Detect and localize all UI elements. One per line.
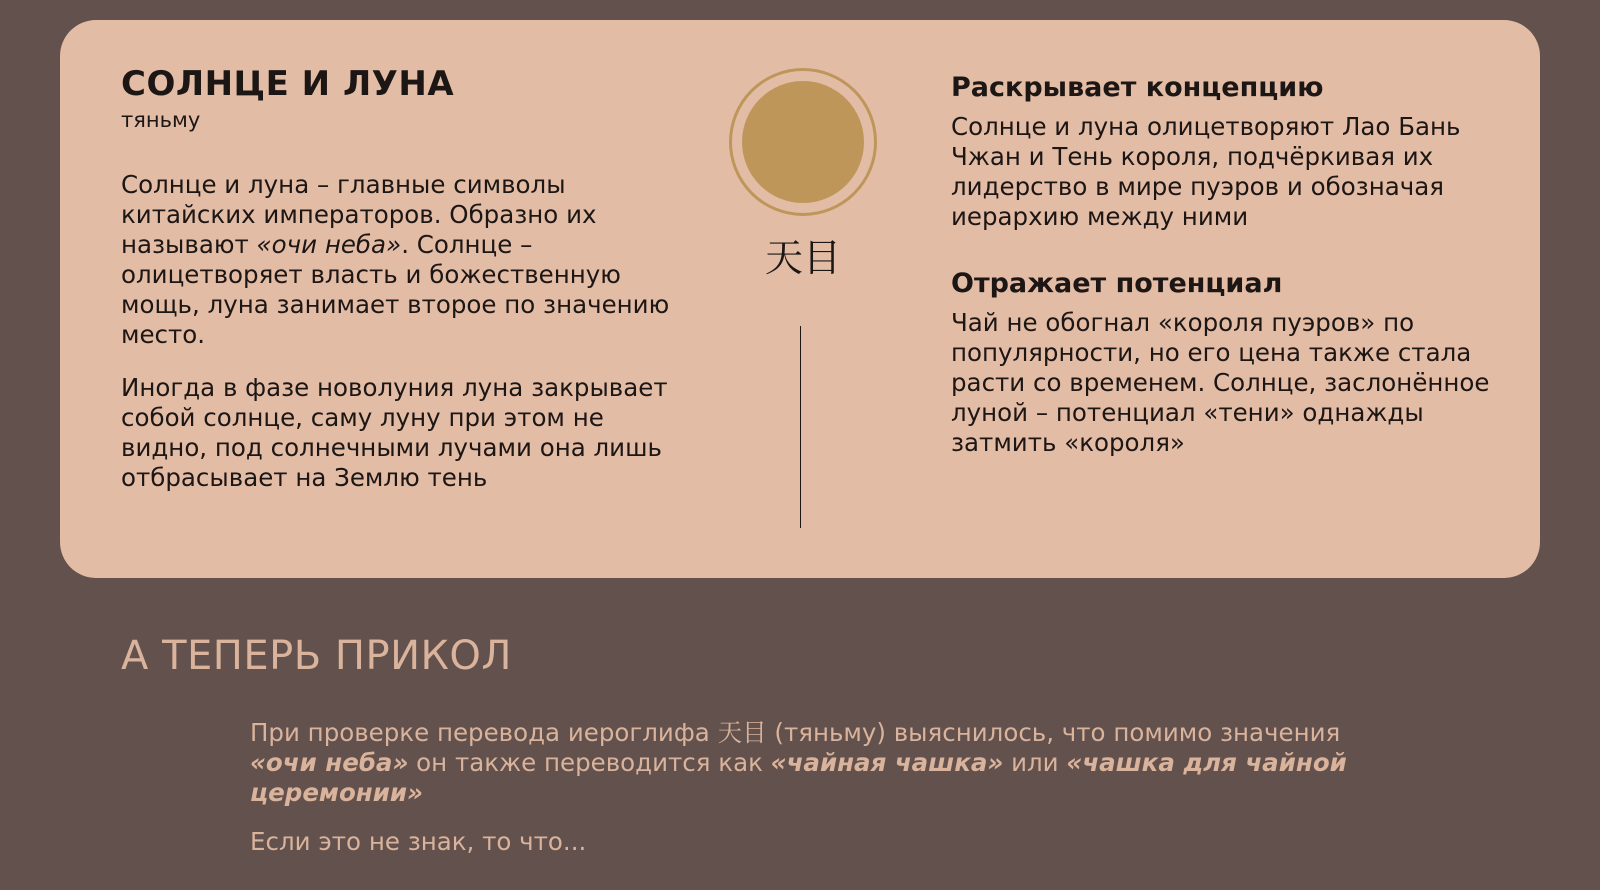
card-left-column <box>121 62 681 493</box>
note-emphasis-2: «чайная чашка» <box>770 748 1004 777</box>
sun-core <box>742 81 864 203</box>
card-center-column <box>724 68 882 282</box>
symbol-description-part-1: Солнце и луна – главные символы китайских императоров. Образно их называют <box>121 170 597 259</box>
card-title: СОЛНЦЕ И ЛУНА <box>121 64 455 104</box>
joke-note <box>250 718 1360 857</box>
vertical-divider <box>800 326 801 528</box>
note-part-3: или <box>1003 748 1067 777</box>
eclipse-description: Иногда в фазе новолуния луна закрывает собой солнце, саму луну при этом не видно, под солнечными лучами она лишь отбрасывает на Землю тень <box>121 373 668 492</box>
info-card <box>60 20 1540 578</box>
card-right-column <box>951 70 1511 458</box>
potential-text: Чай не обогнал «короля пуэров» по популярности, но его цена также стала расти со временем. Солнце, заслонённое луной – потенциал «тени» однажды затмить «короля» <box>951 308 1490 457</box>
joke-section-title: А ТЕПЕРЬ ПРИКОЛ <box>121 633 512 679</box>
note-part-1: При проверке перевода иероглифа 天目 (тяньму) выяснилось, что помимо значения <box>250 718 1341 747</box>
note-ending: Если это не знак, то что... <box>250 827 587 856</box>
translation-note <box>250 718 1360 808</box>
symbol-description-part-2: . Солнце – олицетворяет власть и божественную мощь, луна занимает второе по значению место. <box>121 230 670 349</box>
note-part-2: он также переводится как <box>408 748 771 777</box>
concept-text: Солнце и луна олицетворяют Лао Бань Чжан и Тень короля, подчёркивая их лидерство в мире пуэров и обозначая иерархию между ними <box>951 112 1461 231</box>
potential-heading: Отражает потенциал <box>951 268 1283 299</box>
hieroglyph: 天目 <box>764 236 841 280</box>
note-emphasis-3: «чашка для чайной церемонии» <box>250 748 1347 807</box>
sun-icon <box>729 68 877 216</box>
note-emphasis-1: «очи неба» <box>250 748 409 777</box>
symbol-description-emphasis: «очи неба» <box>256 230 402 259</box>
symbol-description <box>121 170 681 350</box>
concept-heading: Раскрывает концепцию <box>951 72 1324 103</box>
card-subtitle: тяньму <box>121 108 201 132</box>
